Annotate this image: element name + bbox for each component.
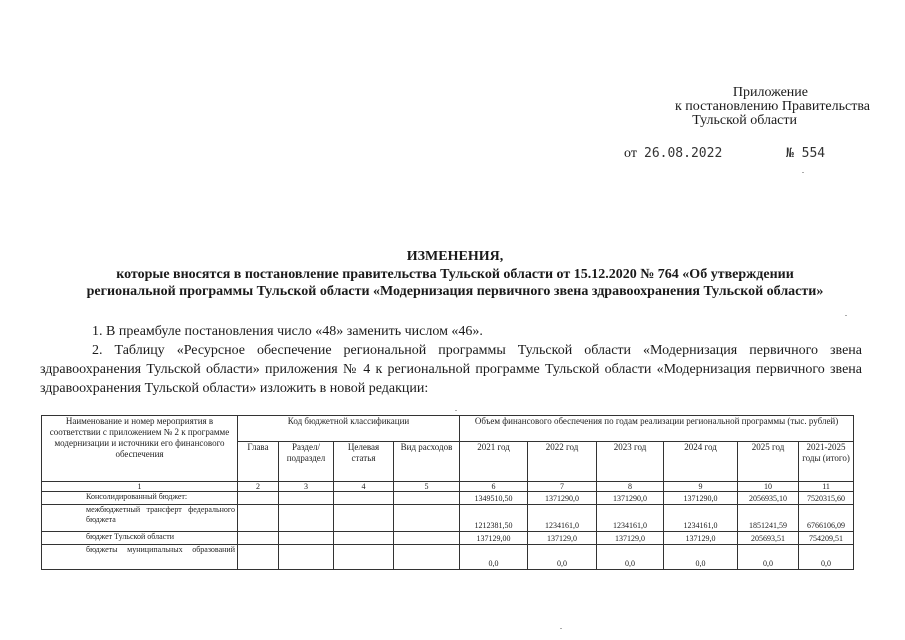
decree-number: № 554 [786, 146, 826, 161]
cell-value: 205693,51 [738, 532, 799, 545]
col-year-2022: 2022 год [528, 442, 597, 482]
appendix-block [600, 86, 870, 128]
col-glava: Глава [238, 442, 279, 482]
col-year-2024: 2024 год [664, 442, 738, 482]
resource-table [41, 415, 854, 570]
document-subtitle-line-2: региональной программы Тульской области «Модернизация первичного звена здравоохранения Тульской области» [86, 284, 824, 299]
cell-value: 1234161,0 [597, 505, 664, 532]
paragraph-2: 2. Таблицу «Ресурсное обеспечение региональной программы Тульской области «Модернизация первичного звена здравоохранения Тульской области» приложения № 4 к региональной программе Тульской области «Модернизация первичного звена здравоохранения Тульской области» изложить в новой редакции: [40, 343, 862, 396]
row-label: бюджеты муниципальных образований [42, 545, 238, 570]
cell-value: 1371290,0 [664, 492, 738, 505]
cell-value: 6766106,09 [799, 505, 854, 532]
table-row [42, 532, 854, 545]
cell-value: 1371290,0 [528, 492, 597, 505]
cell-value: 0,0 [664, 545, 738, 570]
col-number: 5 [394, 482, 460, 492]
cell-value: 137129,0 [528, 532, 597, 545]
col-number: 6 [460, 482, 528, 492]
decree-date-prefix: от [624, 146, 637, 161]
cell-value: 1212381,50 [460, 505, 528, 532]
cell-value: 0,0 [799, 545, 854, 570]
cell-value: 1371290,0 [597, 492, 664, 505]
row-label: бюджет Тульской области [42, 532, 238, 545]
col-number: 9 [664, 482, 738, 492]
col-number: 2 [238, 482, 279, 492]
row-label: межбюджетный трансферт федерального бюджета [42, 505, 238, 532]
col-razdel: Раздел/ подраздел [279, 442, 334, 482]
funding-header: Объем финансового обеспечения по годам реализации региональной программы (тыс. рублей) [460, 416, 854, 442]
scan-speck [455, 410, 457, 411]
col-number: 11 [799, 482, 854, 492]
paragraph-1: 1. В преамбуле постановления число «48» заменить числом «46». [92, 324, 483, 339]
table-row [42, 545, 854, 570]
scan-speck [802, 172, 804, 173]
decree-date: 26.08.2022 [644, 146, 723, 161]
cell-value: 0,0 [528, 545, 597, 570]
appendix-line-1: Приложение [732, 85, 808, 100]
col-celevaya: Целевая статья [334, 442, 394, 482]
cell-value: 1851241,59 [738, 505, 799, 532]
table-row [42, 505, 854, 532]
cell-value: 2056935,10 [738, 492, 799, 505]
row-label: Консолидированный бюджет: [42, 492, 238, 505]
scan-speck [845, 315, 847, 316]
col-number: 3 [279, 482, 334, 492]
col-year-2023: 2023 год [597, 442, 664, 482]
cell-value: 0,0 [738, 545, 799, 570]
cell-value: 7520315,60 [799, 492, 854, 505]
column-number-row [42, 482, 854, 492]
col-name-header: Наименование и номер мероприятия в соответствии с приложением № 2 к программе модернизации и источники его финансового обеспечения [42, 416, 238, 482]
cell-value: 137129,0 [597, 532, 664, 545]
col-vid: Вид расходов [394, 442, 460, 482]
appendix-line-3: Тульской области [692, 113, 797, 128]
budget-code-header: Код бюджетной классификации [238, 416, 460, 442]
cell-value: 1349510,50 [460, 492, 528, 505]
col-number: 10 [738, 482, 799, 492]
col-number: 7 [528, 482, 597, 492]
table-row [42, 492, 854, 505]
cell-value: 1234161,0 [664, 505, 738, 532]
cell-value: 137129,0 [664, 532, 738, 545]
document-subtitle-line-1: которые вносятся в постановление правительства Тульской области от 15.12.2020 № 764 «Об утверждении [116, 267, 794, 282]
col-number: 4 [334, 482, 394, 492]
col-number: 8 [597, 482, 664, 492]
col-year-2025: 2025 год [738, 442, 799, 482]
scan-speck [560, 628, 562, 629]
col-total: 2021-2025 годы (итого) [799, 442, 854, 482]
col-number: 1 [42, 482, 238, 492]
cell-value: 1234161,0 [528, 505, 597, 532]
cell-value: 137129,00 [460, 532, 528, 545]
cell-value: 0,0 [597, 545, 664, 570]
cell-value: 0,0 [460, 545, 528, 570]
appendix-line-2: к постановлению Правительства [674, 99, 870, 114]
document-heading: ИЗМЕНЕНИЯ, [406, 249, 504, 264]
col-year-2021: 2021 год [460, 442, 528, 482]
cell-value: 754209,51 [799, 532, 854, 545]
